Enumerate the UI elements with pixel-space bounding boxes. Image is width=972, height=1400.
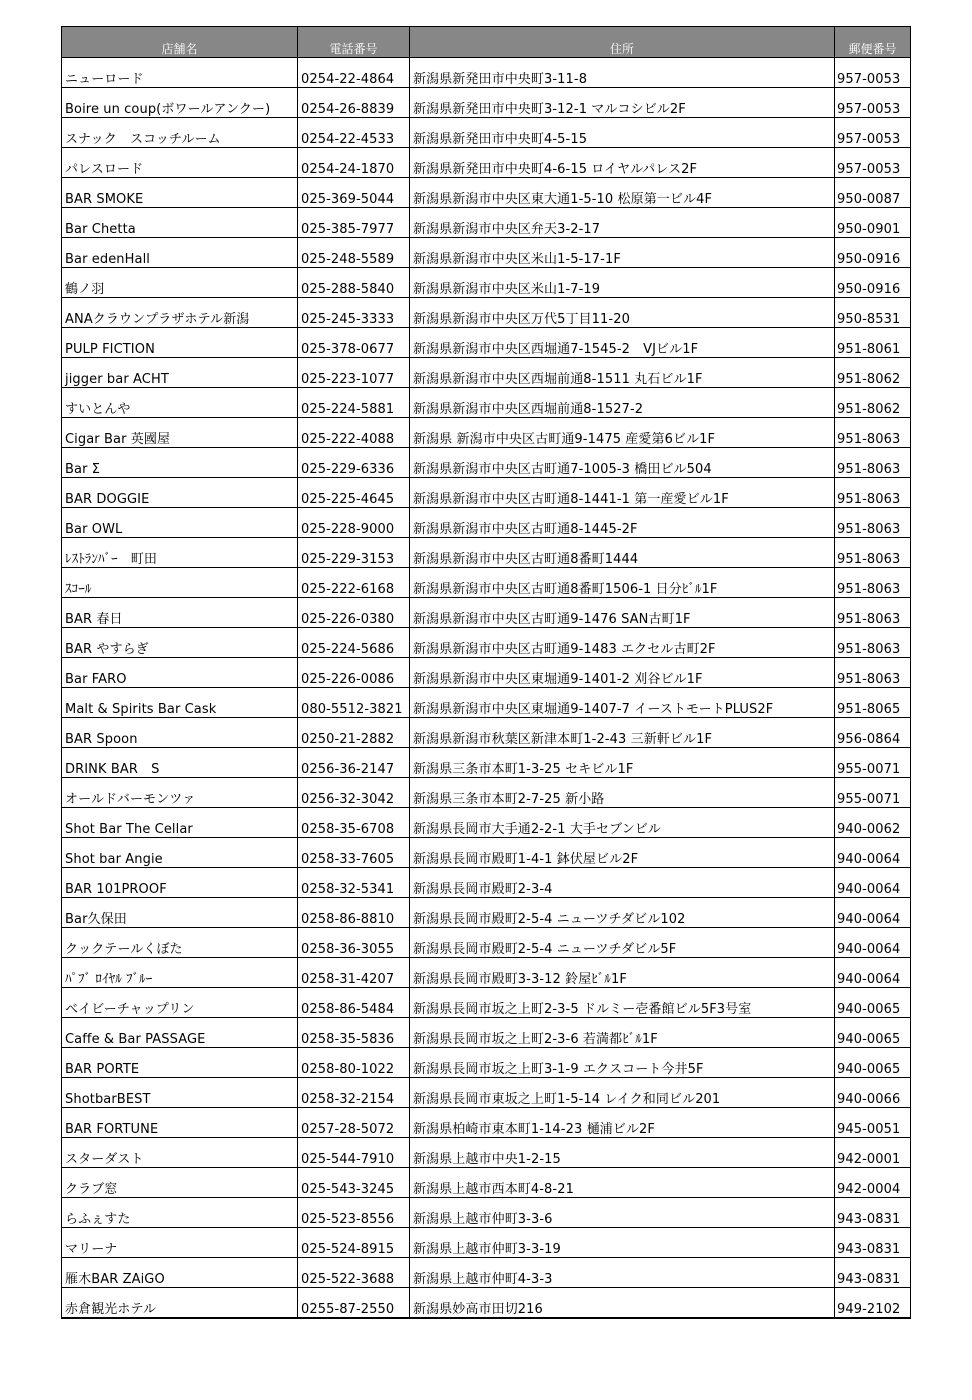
cell-address: 新潟県新潟市中央区万代5丁目11-20: [410, 298, 835, 328]
cell-address: 新潟県新潟市中央区弁天3-2-17: [410, 208, 835, 238]
cell-store-name: スターダスト: [62, 1138, 298, 1168]
cell-phone: 0258-33-7605: [298, 838, 410, 868]
cell-phone: 025-224-5881: [298, 388, 410, 418]
cell-phone: 0258-86-8810: [298, 898, 410, 928]
cell-phone: 0258-86-5484: [298, 988, 410, 1018]
cell-postal-code: 940-0064: [835, 958, 911, 988]
cell-store-name: BAR 101PROOF: [62, 868, 298, 898]
cell-phone: 0258-32-5341: [298, 868, 410, 898]
cell-store-name: Bar OWL: [62, 508, 298, 538]
table-row: [62, 898, 911, 928]
cell-address: 新潟県長岡市殿町2-5-4 ニューツチダビル5F: [410, 928, 835, 958]
cell-postal-code: 955-0071: [835, 778, 911, 808]
cell-postal-code: 951-8063: [835, 418, 911, 448]
cell-store-name: BAR 春日: [62, 598, 298, 628]
cell-phone: 025-223-1077: [298, 358, 410, 388]
cell-phone: 0254-22-4864: [298, 58, 410, 88]
table-row: [62, 988, 911, 1018]
cell-postal-code: 957-0053: [835, 118, 911, 148]
cell-store-name: BAR やすらぎ: [62, 628, 298, 658]
cell-store-name: 鶴ノ羽: [62, 268, 298, 298]
table-row: [62, 808, 911, 838]
table-row: [62, 1198, 911, 1228]
table-row: [62, 838, 911, 868]
store-table: [61, 26, 911, 1319]
cell-phone: 025-229-6336: [298, 448, 410, 478]
cell-postal-code: 951-8062: [835, 388, 911, 418]
cell-postal-code: 951-8062: [835, 358, 911, 388]
cell-phone: 0258-35-5836: [298, 1018, 410, 1048]
cell-store-name: BAR SMOKE: [62, 178, 298, 208]
cell-phone: 025-226-0380: [298, 598, 410, 628]
table-row: [62, 268, 911, 298]
table-row: [62, 118, 911, 148]
cell-address: 新潟県新潟市中央区古町通8番町1506-1 日分ﾋﾞﾙ1F: [410, 568, 835, 598]
cell-address: 新潟県新潟市中央区東堀通9-1401-2 刈谷ビル1F: [410, 658, 835, 688]
cell-store-name: スナック スコッチルーム: [62, 118, 298, 148]
cell-phone: 025-523-8556: [298, 1198, 410, 1228]
cell-address: 新潟県長岡市殿町2-3-4: [410, 868, 835, 898]
cell-postal-code: 951-8063: [835, 538, 911, 568]
cell-store-name: Bar Σ: [62, 448, 298, 478]
table-row: [62, 1228, 911, 1258]
cell-address: 新潟県新発田市中央町4-6-15 ロイヤルパレス2F: [410, 148, 835, 178]
cell-address: 新潟県上越市中央1-2-15: [410, 1138, 835, 1168]
cell-store-name: Bar edenHall: [62, 238, 298, 268]
cell-store-name: BAR Spoon: [62, 718, 298, 748]
cell-address: 新潟県上越市仲町3-3-19: [410, 1228, 835, 1258]
cell-phone: 025-522-3688: [298, 1258, 410, 1288]
cell-store-name: PULP FICTION: [62, 328, 298, 358]
cell-address: 新潟県新潟市中央区東大通1-5-10 松原第一ビル4F: [410, 178, 835, 208]
cell-phone: 0258-31-4207: [298, 958, 410, 988]
cell-store-name: ShotbarBEST: [62, 1078, 298, 1108]
table-row: [62, 568, 911, 598]
table-row: [62, 298, 911, 328]
table-row: [62, 538, 911, 568]
table-row: [62, 958, 911, 988]
cell-store-name: BAR FORTUNE: [62, 1108, 298, 1138]
cell-phone: 0257-28-5072: [298, 1108, 410, 1138]
cell-postal-code: 943-0831: [835, 1198, 911, 1228]
cell-postal-code: 943-0831: [835, 1228, 911, 1258]
table-row: [62, 238, 911, 268]
cell-postal-code: 950-0916: [835, 268, 911, 298]
cell-address: 新潟県三条市本町1-3-25 セキビル1F: [410, 748, 835, 778]
cell-phone: 025-524-8915: [298, 1228, 410, 1258]
cell-phone: 0254-26-8839: [298, 88, 410, 118]
cell-store-name: ﾚｽﾄﾗﾝﾊﾞｰ 町田: [62, 538, 298, 568]
cell-phone: 0258-36-3055: [298, 928, 410, 958]
cell-postal-code: 940-0065: [835, 1048, 911, 1078]
cell-address: 新潟県長岡市殿町2-5-4 ニューツチダビル102: [410, 898, 835, 928]
cell-postal-code: 951-8061: [835, 328, 911, 358]
table-body: [62, 58, 911, 1319]
table-row: [62, 928, 911, 958]
table-row: [62, 208, 911, 238]
cell-postal-code: 951-8063: [835, 658, 911, 688]
cell-phone: 0250-21-2882: [298, 718, 410, 748]
cell-store-name: Shot bar Angie: [62, 838, 298, 868]
table-row: [62, 448, 911, 478]
cell-store-name: Bar久保田: [62, 898, 298, 928]
cell-postal-code: 951-8063: [835, 628, 911, 658]
cell-address: 新潟県新潟市中央区西堀前通8-1511 丸石ビル1F: [410, 358, 835, 388]
cell-address: 新潟県妙高市田切216: [410, 1288, 835, 1319]
cell-address: 新潟県新潟市秋葉区新津本町1-2-43 三新軒ビル1F: [410, 718, 835, 748]
table-row: [62, 388, 911, 418]
cell-store-name: BAR PORTE: [62, 1048, 298, 1078]
cell-phone: 025-245-3333: [298, 298, 410, 328]
cell-postal-code: 949-2102: [835, 1288, 911, 1319]
cell-address: 新潟県新潟市中央区米山1-5-17-1F: [410, 238, 835, 268]
table-row: [62, 1108, 911, 1138]
cell-address: 新潟県新潟市中央区古町通8番町1444: [410, 538, 835, 568]
table-row: [62, 328, 911, 358]
cell-postal-code: 940-0064: [835, 868, 911, 898]
table-row: [62, 1288, 911, 1319]
cell-postal-code: 940-0064: [835, 898, 911, 928]
cell-postal-code: 940-0066: [835, 1078, 911, 1108]
cell-postal-code: 951-8063: [835, 598, 911, 628]
cell-postal-code: 950-0087: [835, 178, 911, 208]
cell-phone: 0256-36-2147: [298, 748, 410, 778]
cell-postal-code: 940-0065: [835, 1018, 911, 1048]
cell-postal-code: 940-0065: [835, 988, 911, 1018]
cell-postal-code: 950-0901: [835, 208, 911, 238]
cell-postal-code: 951-8063: [835, 478, 911, 508]
header-phone: 電話番号: [298, 27, 410, 58]
table-row: [62, 418, 911, 448]
cell-phone: 025-225-4645: [298, 478, 410, 508]
cell-address: 新潟県 新潟市中央区古町通9-1475 産愛第6ビル1F: [410, 418, 835, 448]
cell-address: 新潟県長岡市坂之上町2-3-5 ドルミー壱番館ビル5F3号室: [410, 988, 835, 1018]
cell-postal-code: 940-0062: [835, 808, 911, 838]
cell-store-name: Malt & Spirits Bar Cask: [62, 688, 298, 718]
cell-store-name: 赤倉観光ホテル: [62, 1288, 298, 1319]
header-postal-code: 郵便番号: [835, 27, 911, 58]
cell-store-name: ｽｺｰﾙ: [62, 568, 298, 598]
header-address: 住所: [410, 27, 835, 58]
cell-address: 新潟県新発田市中央町3-12-1 マルコシビル2F: [410, 88, 835, 118]
table-row: [62, 1018, 911, 1048]
table-row: [62, 358, 911, 388]
cell-store-name: パレスロード: [62, 148, 298, 178]
cell-address: 新潟県上越市仲町4-3-3: [410, 1258, 835, 1288]
cell-address: 新潟県新潟市中央区東堀通9-1407-7 イーストモートPLUS2F: [410, 688, 835, 718]
cell-address: 新潟県新潟市中央区古町通9-1476 SAN古町1F: [410, 598, 835, 628]
header-store-name: 店舗名: [62, 27, 298, 58]
cell-store-name: Cigar Bar 英國屋: [62, 418, 298, 448]
cell-phone: 025-543-3245: [298, 1168, 410, 1198]
cell-postal-code: 957-0053: [835, 148, 911, 178]
cell-address: 新潟県柏崎市東本町1-14-23 樋浦ビル2F: [410, 1108, 835, 1138]
cell-postal-code: 951-8065: [835, 688, 911, 718]
cell-postal-code: 956-0864: [835, 718, 911, 748]
cell-phone: 0254-22-4533: [298, 118, 410, 148]
cell-address: 新潟県三条市本町2-7-25 新小路: [410, 778, 835, 808]
table-row: [62, 628, 911, 658]
cell-postal-code: 942-0001: [835, 1138, 911, 1168]
cell-address: 新潟県新潟市中央区西堀前通8-1527-2: [410, 388, 835, 418]
cell-postal-code: 955-0071: [835, 748, 911, 778]
cell-phone: 025-288-5840: [298, 268, 410, 298]
cell-postal-code: 943-0831: [835, 1258, 911, 1288]
cell-postal-code: 950-8531: [835, 298, 911, 328]
cell-store-name: DRINK BAR S: [62, 748, 298, 778]
cell-address: 新潟県新発田市中央町4-5-15: [410, 118, 835, 148]
table-row: [62, 1168, 911, 1198]
cell-address: 新潟県新潟市中央区米山1-7-19: [410, 268, 835, 298]
cell-address: 新潟県新発田市中央町3-11-8: [410, 58, 835, 88]
cell-store-name: Caffe & Bar PASSAGE: [62, 1018, 298, 1048]
cell-address: 新潟県長岡市大手通2-2-1 大手セブンビル: [410, 808, 835, 838]
table-row: [62, 148, 911, 178]
table-row: [62, 598, 911, 628]
cell-address: 新潟県新潟市中央区古町通8-1441-1 第一産愛ビル1F: [410, 478, 835, 508]
cell-store-name: クラブ窓: [62, 1168, 298, 1198]
cell-store-name: Shot Bar The Cellar: [62, 808, 298, 838]
cell-store-name: jigger bar ACHT: [62, 358, 298, 388]
cell-address: 新潟県上越市西本町4-8-21: [410, 1168, 835, 1198]
cell-postal-code: 951-8063: [835, 568, 911, 598]
cell-store-name: ベイビーチャップリン: [62, 988, 298, 1018]
cell-phone: 025-226-0086: [298, 658, 410, 688]
cell-phone: 025-229-3153: [298, 538, 410, 568]
cell-phone: 025-224-5686: [298, 628, 410, 658]
cell-address: 新潟県新潟市中央区西堀通7-1545-2 VJビル1F: [410, 328, 835, 358]
table-row: [62, 1138, 911, 1168]
cell-store-name: クックテールくぼた: [62, 928, 298, 958]
cell-store-name: Bar FARO: [62, 658, 298, 688]
cell-phone: 025-222-4088: [298, 418, 410, 448]
cell-phone: 025-378-0677: [298, 328, 410, 358]
table-row: [62, 508, 911, 538]
cell-address: 新潟県新潟市中央区古町通8-1445-2F: [410, 508, 835, 538]
table-row: [62, 1048, 911, 1078]
cell-store-name: マリーナ: [62, 1228, 298, 1258]
cell-store-name: ニューロード: [62, 58, 298, 88]
cell-store-name: らふぇすた: [62, 1198, 298, 1228]
cell-postal-code: 942-0004: [835, 1168, 911, 1198]
table-header: [62, 27, 911, 58]
header-row: [62, 27, 911, 58]
cell-phone: 0255-87-2550: [298, 1288, 410, 1319]
cell-store-name: BAR DOGGIE: [62, 478, 298, 508]
cell-postal-code: 957-0053: [835, 58, 911, 88]
cell-postal-code: 950-0916: [835, 238, 911, 268]
cell-phone: 0254-24-1870: [298, 148, 410, 178]
cell-address: 新潟県長岡市坂之上町3-1-9 エクスコート今井5F: [410, 1048, 835, 1078]
cell-store-name: すいとんや: [62, 388, 298, 418]
table-row: [62, 58, 911, 88]
cell-address: 新潟県長岡市坂之上町2-3-6 若満都ﾋﾞﾙ1F: [410, 1018, 835, 1048]
cell-store-name: Bar Chetta: [62, 208, 298, 238]
table-row: [62, 868, 911, 898]
cell-postal-code: 940-0064: [835, 928, 911, 958]
table-row: [62, 1078, 911, 1108]
table-row: [62, 88, 911, 118]
cell-postal-code: 940-0064: [835, 838, 911, 868]
table-row: [62, 178, 911, 208]
table-row: [62, 658, 911, 688]
cell-store-name: 雁木BAR ZAiGO: [62, 1258, 298, 1288]
table-row: [62, 478, 911, 508]
table-row: [62, 718, 911, 748]
store-list-sheet: [61, 26, 910, 1319]
table-row: [62, 778, 911, 808]
cell-phone: 025-544-7910: [298, 1138, 410, 1168]
cell-address: 新潟県上越市仲町3-3-6: [410, 1198, 835, 1228]
cell-address: 新潟県長岡市殿町3-3-12 鈴屋ﾋﾞﾙ1F: [410, 958, 835, 988]
cell-store-name: Boire un coup(ボワールアンクー): [62, 88, 298, 118]
cell-phone: 025-385-7977: [298, 208, 410, 238]
cell-postal-code: 945-0051: [835, 1108, 911, 1138]
cell-postal-code: 951-8063: [835, 448, 911, 478]
cell-postal-code: 957-0053: [835, 88, 911, 118]
cell-address: 新潟県新潟市中央区古町通7-1005-3 橋田ビル504: [410, 448, 835, 478]
table-row: [62, 1258, 911, 1288]
cell-phone: 0258-80-1022: [298, 1048, 410, 1078]
cell-phone: 0256-32-3042: [298, 778, 410, 808]
cell-address: 新潟県長岡市殿町1-4-1 鉢伏屋ビル2F: [410, 838, 835, 868]
cell-phone: 025-222-6168: [298, 568, 410, 598]
table-row: [62, 748, 911, 778]
table-row: [62, 688, 911, 718]
cell-phone: 025-228-9000: [298, 508, 410, 538]
cell-phone: 025-369-5044: [298, 178, 410, 208]
cell-phone: 0258-32-2154: [298, 1078, 410, 1108]
cell-store-name: オールドバーモンツァ: [62, 778, 298, 808]
cell-phone: 080-5512-3821: [298, 688, 410, 718]
cell-phone: 025-248-5589: [298, 238, 410, 268]
cell-address: 新潟県新潟市中央区古町通9-1483 エクセル古町2F: [410, 628, 835, 658]
cell-address: 新潟県長岡市東坂之上町1-5-14 レイク和同ビル201: [410, 1078, 835, 1108]
cell-store-name: ANAクラウンプラザホテル新潟: [62, 298, 298, 328]
cell-phone: 0258-35-6708: [298, 808, 410, 838]
cell-store-name: ﾊﾟﾌﾞ ﾛｲﾔﾙ ﾌﾞﾙｰ: [62, 958, 298, 988]
cell-postal-code: 951-8063: [835, 508, 911, 538]
